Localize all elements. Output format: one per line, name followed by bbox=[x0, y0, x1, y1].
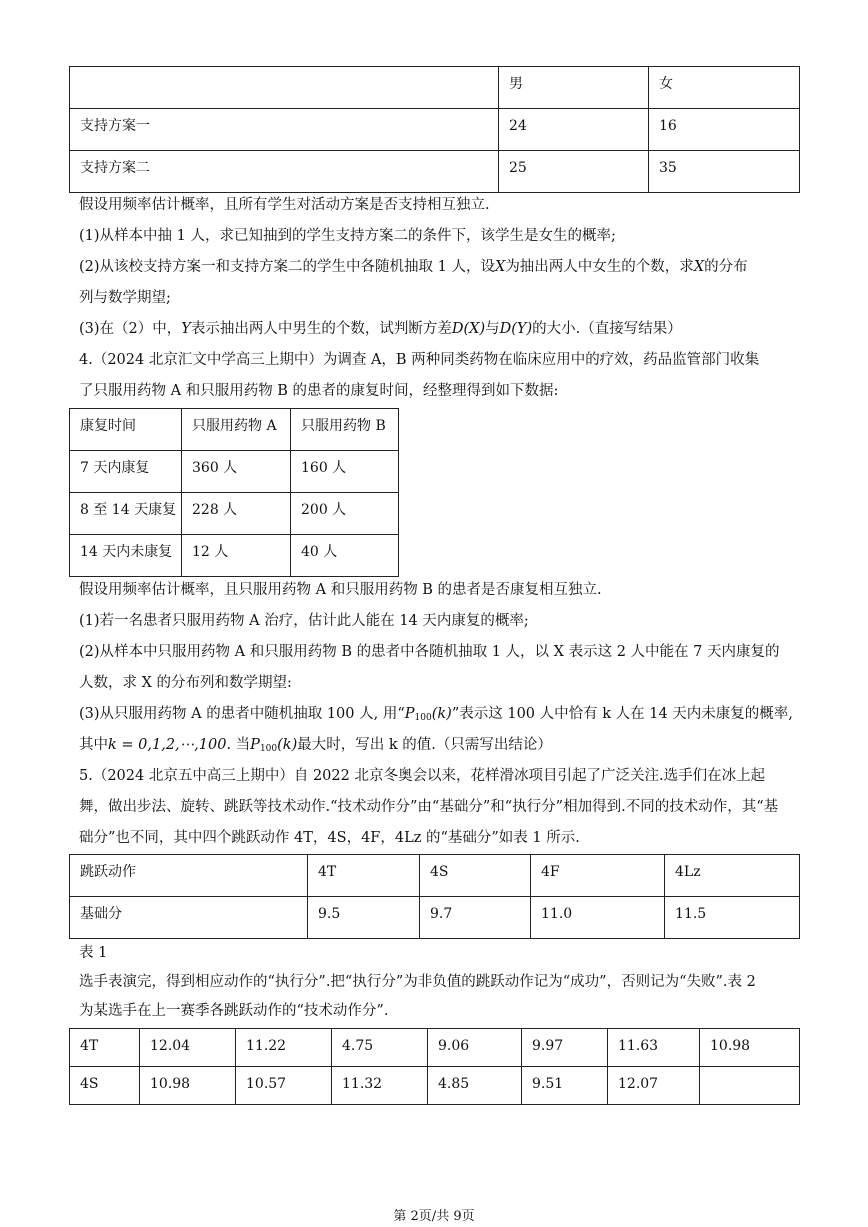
table-cell: 11.32 bbox=[332, 1067, 428, 1105]
table-cell: 康复时间 bbox=[70, 409, 182, 451]
table-cell: 4T bbox=[70, 1029, 140, 1067]
q5-line2: 舞，做出步法、旋转、跳跃等技术动作.“技术动作分”由“基础分”和“执行分”相加得到.不同的技术动作，其“基 bbox=[79, 799, 779, 815]
table-cell: 11.63 bbox=[608, 1029, 700, 1067]
q3-part2-line2: 列与数学期望; bbox=[79, 290, 171, 306]
table-cell: 360 人 bbox=[182, 451, 291, 493]
table1-caption: 表 1 bbox=[79, 945, 108, 961]
table-cell: 4F bbox=[531, 855, 665, 897]
q4-line1: 4.（2024 北京汇文中学高三上期中）为调查 A，B 两种同类药物在临床应用中的疗效，药品监管部门收集 bbox=[79, 352, 760, 368]
table-row bbox=[70, 493, 399, 535]
table-cell: 40 人 bbox=[291, 535, 399, 577]
table-row bbox=[70, 1067, 800, 1105]
table-cell: 160 人 bbox=[291, 451, 399, 493]
table-cell: 基础分 bbox=[70, 897, 308, 939]
table-cell: 24 bbox=[499, 109, 649, 151]
q4-part3-line2: 其中k = 0,1,2,⋯,100. 当$P_{100}(k)$最大时，写出 k 的值.（只需写出结论） bbox=[79, 737, 552, 754]
table-cell: 228 人 bbox=[182, 493, 291, 535]
table-cell: 10.98 bbox=[140, 1067, 236, 1105]
table-cell: 只服用药物 A bbox=[182, 409, 291, 451]
table-row bbox=[70, 535, 399, 577]
table-cell bbox=[70, 67, 499, 109]
recovery-table bbox=[69, 408, 399, 577]
table-cell: 跳跃动作 bbox=[70, 855, 308, 897]
table-cell: 9.5 bbox=[308, 897, 420, 939]
table-cell: 4.85 bbox=[428, 1067, 522, 1105]
q5-line5: 为某选手在上一赛季各跳跃动作的“技术动作分”. bbox=[79, 1003, 389, 1019]
table-cell: 4Lz bbox=[665, 855, 800, 897]
q4-assumption: 假设用频率估计概率，且只服用药物 A 和只服用药物 B 的患者是否康复相互独立. bbox=[79, 582, 602, 598]
q3-part3: (3)在（2）中，Y表示抽出两人中男生的个数，试判断方差D(X)与D(Y)的大小.（直接写结果） bbox=[79, 321, 682, 337]
table-cell: 4T bbox=[308, 855, 420, 897]
table-row bbox=[70, 451, 399, 493]
table-cell: 11.22 bbox=[236, 1029, 332, 1067]
table-cell: 35 bbox=[649, 151, 800, 193]
q5-line3: 础分”也不同，其中四个跳跃动作 4T，4S，4F，4Lz 的“基础分”如表 1 所示. bbox=[79, 830, 580, 846]
table-cell: 支持方案一 bbox=[70, 109, 499, 151]
q5-line4: 选手表演完，得到相应动作的“执行分”.把“执行分”为非负值的跳跃动作记为“成功”，否则记为“失败”.表 2 bbox=[79, 974, 756, 990]
table-cell: 支持方案二 bbox=[70, 151, 499, 193]
q3-part1: (1)从样本中抽 1 人，求已知抽到的学生支持方案二的条件下，该学生是女生的概率; bbox=[79, 228, 616, 244]
table-cell: 9.51 bbox=[522, 1067, 608, 1105]
table-cell: 10.98 bbox=[700, 1029, 800, 1067]
table-cell: 12.07 bbox=[608, 1067, 700, 1105]
table-row bbox=[70, 151, 800, 193]
table-cell: 9.97 bbox=[522, 1029, 608, 1067]
q4-part2-line1: (2)从样本中只服用药物 A 和只服用药物 B 的患者中各随机抽取 1 人，以 X 表示这 2 人中能在 7 天内康复的 bbox=[79, 644, 780, 660]
table-row bbox=[70, 409, 399, 451]
table-cell bbox=[700, 1067, 800, 1105]
page-footer: 第 2页/共 9页 bbox=[393, 1209, 475, 1224]
table-cell: 11.0 bbox=[531, 897, 665, 939]
table-cell: 4.75 bbox=[332, 1029, 428, 1067]
table-cell: 4S bbox=[420, 855, 531, 897]
table-row bbox=[70, 67, 800, 109]
table-cell: 14 天内未康复 bbox=[70, 535, 182, 577]
base-score-table bbox=[69, 854, 800, 939]
q5-line1: 5.（2024 北京五中高三上期中）自 2022 北京冬奥会以来，花样滑冰项目引起了广泛关注.选手们在冰上起 bbox=[79, 768, 766, 784]
table-row bbox=[70, 109, 800, 151]
q3-assumption: 假设用频率估计概率，且所有学生对活动方案是否支持相互独立. bbox=[79, 197, 490, 213]
table-cell: 12 人 bbox=[182, 535, 291, 577]
q4-part2-line2: 人数，求 X 的分布列和数学期望: bbox=[79, 675, 292, 691]
table-cell: 4S bbox=[70, 1067, 140, 1105]
table-cell: 9.06 bbox=[428, 1029, 522, 1067]
q4-part3-line1: (3)从只服用药物 A 的患者中随机抽取 100 人, 用“$P_{100}(k)$”表示这 100 人中恰有 k 人在 14 天内未康复的概率, bbox=[79, 706, 793, 723]
table-cell: 11.5 bbox=[665, 897, 800, 939]
table-cell: 7 天内康复 bbox=[70, 451, 182, 493]
table-cell: 10.57 bbox=[236, 1067, 332, 1105]
table-cell: 9.7 bbox=[420, 897, 531, 939]
table-cell: 25 bbox=[499, 151, 649, 193]
table-cell: 女 bbox=[649, 67, 800, 109]
table-cell: 200 人 bbox=[291, 493, 399, 535]
support-table bbox=[69, 66, 800, 193]
table-cell: 男 bbox=[499, 67, 649, 109]
q3-part2-line1: (2)从该校支持方案一和支持方案二的学生中各随机抽取 1 人，设X为抽出两人中女生的个数，求X的分布 bbox=[79, 259, 748, 275]
table-cell: 只服用药物 B bbox=[291, 409, 399, 451]
table-row bbox=[70, 1029, 800, 1067]
table-row bbox=[70, 855, 800, 897]
table-cell: 8 至 14 天康复 bbox=[70, 493, 182, 535]
q4-line2: 了只服用药物 A 和只服用药物 B 的患者的康复时间，经整理得到如下数据: bbox=[79, 383, 559, 399]
technical-score-table bbox=[69, 1028, 800, 1105]
table-cell: 12.04 bbox=[140, 1029, 236, 1067]
table-cell: 16 bbox=[649, 109, 800, 151]
q4-part1: (1)若一名患者只服用药物 A 治疗，估计此人能在 14 天内康复的概率; bbox=[79, 613, 529, 629]
table-row bbox=[70, 897, 800, 939]
